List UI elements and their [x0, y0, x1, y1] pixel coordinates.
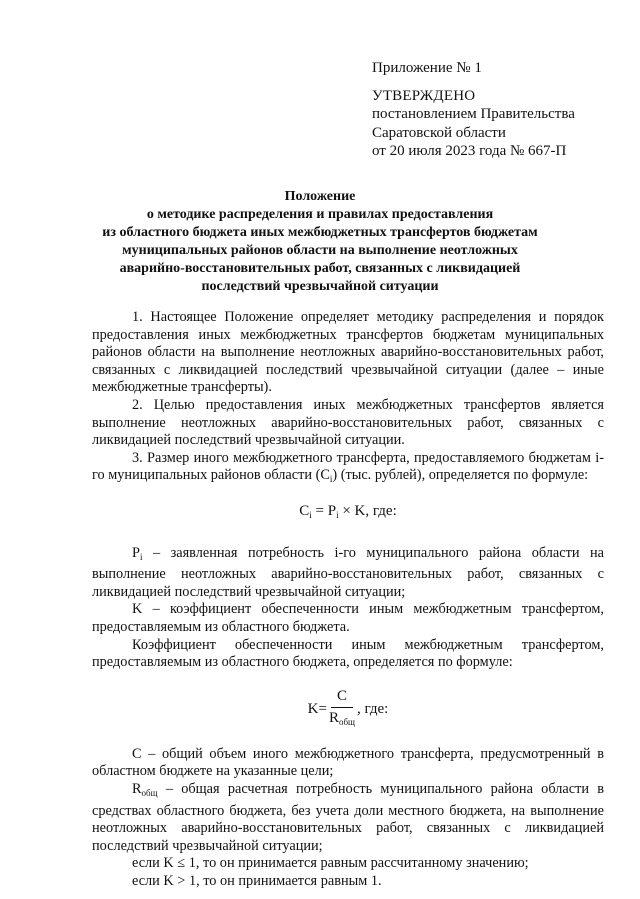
paragraph-8-subscript: общ	[141, 788, 158, 799]
approval-line-3: от 20 июля 2023 года № 667-П	[372, 143, 567, 159]
title-line-3: из областного бюджета иных межбюджетных трансфертов бюджетам	[102, 225, 538, 240]
paragraph-5: K – коэффициент обеспеченности иным межбюджетным трансфертом, предоставляемым из областного бюджета.	[92, 601, 604, 635]
paragraph-3	[92, 450, 604, 489]
denominator-r: R	[328, 710, 339, 727]
paragraph-3-text-b: ) (тыс. рублей), определяется по формуле:	[332, 467, 589, 484]
fraction-numerator: C	[331, 688, 353, 709]
paragraph-3-text-a: 3. Размер иного межбюджетного трансферта, предоставляемого бюджетам i-го муниципальных районов области (C	[92, 449, 604, 484]
title-line-5: аварийно-восстановительных работ, связанных с ликвидацией	[119, 261, 521, 276]
document-title	[80, 188, 560, 296]
paragraph-4-symbol: P	[132, 544, 140, 561]
formula-allocation	[92, 503, 604, 525]
paragraph-4-subscript: i	[139, 551, 143, 562]
paragraph-10: если K > 1, то он принимается равным 1.	[132, 873, 382, 890]
title-line-4: муниципальных районов области на выполнение неотложных	[122, 243, 518, 258]
denominator-subscript: общ	[338, 717, 355, 728]
paragraph-2: 2. Целью предоставления иных межбюджетных трансфертов является выполнение неотложных аварийно-восстановительных работ, связанных с ликвидацией последствий чрезвычайной ситуации.	[92, 396, 604, 449]
paragraph-4	[92, 545, 604, 602]
title-line-6: последствий чрезвычайной ситуации	[201, 279, 439, 294]
formula-c-subscript: i	[309, 509, 312, 520]
document-body	[92, 309, 604, 891]
formula-coefficient	[92, 688, 604, 732]
paragraph-4-text: – заявленная потребность i-го муниципального района области на выполнение неотложных аварийно-восстановительных работ, связанных с ликвидацией последствий чрезвычайной ситуации;	[92, 544, 604, 600]
title-line-2: о методике распределения и правилах предоставления	[146, 207, 494, 222]
paragraph-1: 1. Настоящее Положение определяет методику распределения и порядок предоставления иных межбюджетных трансфертов бюджетам муниципальных районов области на выполнение неотложных аварийно-восстановительных работ, связанных с ликвидацией последствий чрезвычайной ситуации (далее – иные межбюджетные трансферты).	[92, 309, 604, 396]
formula-fraction	[329, 688, 355, 732]
paragraph-8-symbol: R	[132, 781, 142, 798]
appendix-label: Приложение № 1	[372, 60, 482, 76]
approval-line-1: постановлением Правительства	[372, 106, 575, 122]
paragraph-9: если K ≤ 1, то он принимается равным рассчитанному значению;	[132, 855, 529, 872]
formula-k-lhs: K=	[307, 700, 327, 717]
approval-line-2: Саратовской области	[372, 124, 506, 141]
formula-equals-p: = P	[311, 502, 337, 519]
formula-p-subscript: i	[336, 509, 339, 520]
paragraph-8-text: – общая расчетная потребность муниципального района области в средствах областного бюджета, без учета доли местного бюджета, на выполнение неотложных аварийно-восстановительных работ, связанных с ликвидацией последствий чрезвычайной ситуации;	[92, 781, 604, 854]
fraction-denominator	[329, 708, 355, 732]
approved-stamp: УТВЕРЖДЕНО	[372, 87, 476, 104]
paragraph-3-subscript: i	[329, 474, 333, 485]
formula-c: C	[299, 502, 310, 519]
formula-k-tail: , где:	[356, 700, 389, 717]
formula-tail: × K, где:	[338, 502, 397, 519]
approval-block	[372, 59, 622, 161]
paragraph-6: Коэффициент обеспеченности иным межбюджетным трансфертом, предоставляемым из областного бюджета, определяется по формуле:	[92, 636, 604, 671]
title-line-1: Положение	[284, 189, 356, 204]
paragraph-8	[92, 781, 604, 855]
paragraph-7: C – общий объем иного межбюджетного трансферта, предусмотренный в областном бюджете на указанные цели;	[92, 745, 604, 780]
